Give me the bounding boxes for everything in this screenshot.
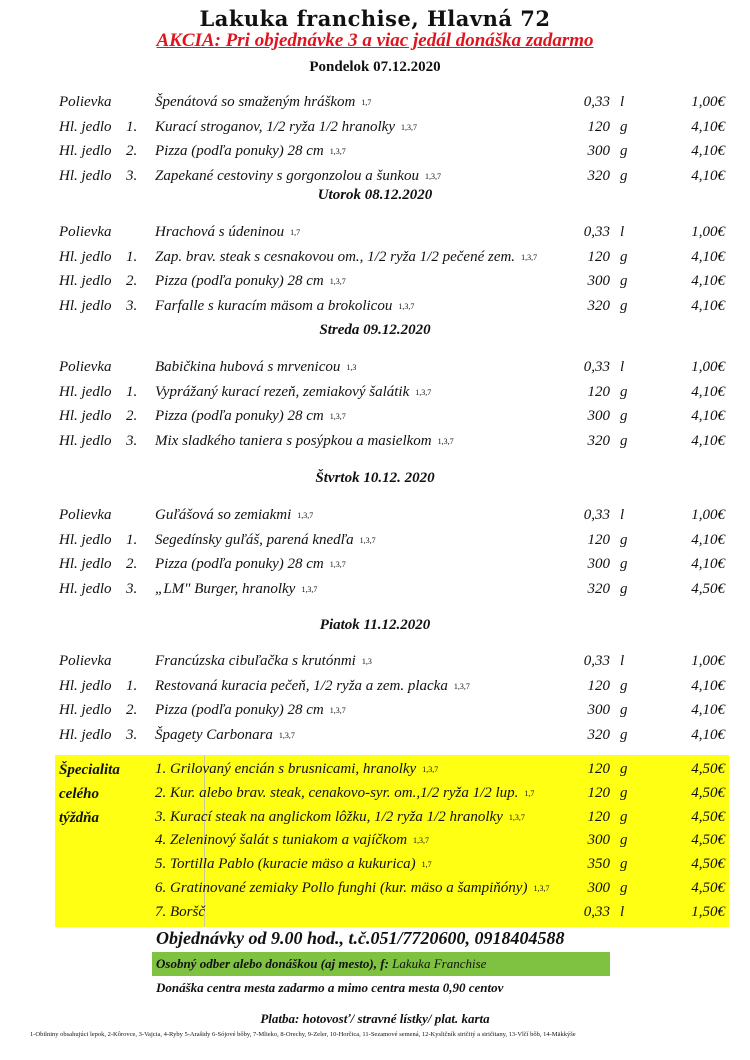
special-row	[0, 901, 750, 923]
dish-number: 1.	[126, 383, 138, 400]
dish-text: Restovaná kuracia pečeň, 1/2 ryža a zem. placka	[155, 677, 448, 694]
dish-category: Hl. jedlo	[59, 432, 112, 449]
dish-number: 1.	[126, 118, 138, 135]
portion-size: 0,33	[583, 224, 610, 240]
dish-price: 4,10€	[691, 118, 725, 135]
dish-category: Hl. jedlo	[59, 408, 112, 424]
pickup-banner	[152, 952, 610, 976]
portion-unit: g	[620, 297, 628, 314]
dish-price: 4,10€	[691, 408, 725, 424]
promo-banner: AKCIA: Pri objednávke 3 a viac jedál donáška zadarmo	[156, 30, 594, 51]
dish-text: Pizza (podľa ponuky) 28 cm	[155, 702, 324, 718]
portion-size: 120	[587, 761, 610, 777]
portion-size: 320	[587, 432, 610, 449]
dish-text: Guľášová so zemiakmi	[155, 507, 292, 523]
dish-name	[155, 116, 417, 139]
dish-price: 4,10€	[691, 273, 725, 289]
allergen-codes: 1,3,7	[401, 122, 417, 132]
portion-unit: g	[620, 408, 628, 424]
dish-price: 4,10€	[691, 383, 725, 400]
portion-size: 0,33	[583, 653, 610, 669]
dish-name	[155, 699, 346, 722]
specials-label: celého	[59, 785, 99, 802]
dish-name	[155, 724, 295, 747]
portion-unit: g	[620, 580, 628, 597]
dish-price: 1,00€	[691, 653, 725, 669]
special-row	[0, 758, 750, 780]
dish-name	[155, 221, 300, 244]
specials-label: Špecialita	[59, 762, 120, 778]
dish-name	[155, 553, 346, 576]
special-row	[0, 782, 750, 804]
portion-size: 300	[587, 880, 610, 896]
special-dish	[155, 853, 432, 876]
dish-text: Pizza (podľa ponuky) 28 cm	[155, 408, 324, 424]
dish-number: 1.	[126, 677, 138, 694]
dish-category: Hl. jedlo	[59, 143, 112, 159]
portion-unit: l	[620, 359, 625, 375]
portion-unit: l	[620, 94, 625, 110]
dish-price: 4,10€	[691, 432, 725, 449]
portion-size: 320	[587, 580, 610, 597]
dish-text: Pizza (podľa ponuky) 28 cm	[155, 556, 324, 572]
portion-unit: l	[620, 507, 625, 523]
allergen-codes: 1,7	[290, 228, 301, 237]
dish-name	[155, 430, 454, 453]
dish-text: Pizza (podľa ponuky) 28 cm	[155, 273, 324, 289]
allergen-codes: 1,3,7	[521, 252, 538, 262]
portion-size: 300	[587, 273, 610, 289]
dish-category: Hl. jedlo	[59, 702, 112, 718]
allergen-codes: 1,3,7	[301, 584, 318, 594]
dish-price: 1,00€	[691, 94, 725, 110]
portion-unit: g	[620, 118, 628, 135]
dish-name	[155, 381, 431, 404]
portion-unit: g	[620, 383, 628, 400]
portion-size: 300	[587, 832, 610, 849]
special-row	[0, 877, 750, 899]
special-dish	[155, 758, 438, 781]
menu-row	[0, 675, 750, 697]
menu-row	[0, 295, 750, 317]
dish-text: Zapekané cestoviny s gorgonzolou a šunkou	[155, 167, 419, 184]
allergen-codes: 1,7	[361, 98, 372, 107]
order-phone-info: Objednávky od 9.00 hod., t.č.051/7720600, 0918404588	[156, 928, 565, 948]
portion-unit: g	[620, 531, 628, 548]
portion-size: 320	[587, 726, 610, 743]
menu-row	[0, 699, 750, 721]
allergen-codes: 1,3,7	[508, 812, 525, 822]
dish-text: Babičkina hubová s mrvenicou	[155, 359, 341, 375]
allergen-codes: 1,3,7	[329, 277, 346, 286]
dish-text: Francúzska cibuľačka s krutónmi	[155, 653, 356, 669]
dish-category: Polievka	[59, 507, 112, 523]
dish-price: 4,10€	[691, 702, 725, 718]
portion-size: 0,33	[583, 94, 610, 110]
portion-unit: g	[620, 432, 628, 449]
special-dish	[155, 806, 525, 829]
portion-size: 320	[587, 167, 610, 184]
allergen-codes: 1,3	[346, 363, 357, 372]
pickup-text: Osobný odber alebo donáškou (aj mesto), f:	[156, 956, 389, 971]
allergen-codes: 1,3,7	[413, 836, 430, 846]
dish-category: Hl. jedlo	[59, 383, 112, 400]
dish-name	[155, 165, 441, 188]
dish-category: Hl. jedlo	[59, 531, 112, 548]
dish-name	[155, 295, 414, 318]
portion-size: 120	[587, 784, 610, 801]
dish-price: 4,10€	[691, 143, 725, 159]
portion-unit: g	[620, 143, 628, 159]
dish-name	[155, 270, 346, 293]
menu-row	[0, 91, 750, 113]
dish-name	[155, 405, 346, 428]
allergen-codes: 1,3,7	[297, 511, 314, 520]
menu-row	[0, 430, 750, 452]
special-text: 2. Kur. alebo brav. steak, cenakovo-syr. om.,1/2 ryža 1/2 lup.	[155, 784, 519, 801]
menu-row	[0, 724, 750, 746]
dish-price: 4,10€	[691, 531, 725, 548]
special-row	[0, 829, 750, 851]
special-dish	[155, 782, 534, 805]
allergen-codes: 1,7	[524, 788, 535, 798]
allergen-codes: 1,3,7	[437, 436, 454, 446]
portion-unit: g	[620, 167, 628, 184]
day-header: Piatok 11.12.2020	[319, 617, 431, 633]
dish-name	[155, 675, 470, 698]
menu-row	[0, 504, 750, 526]
dish-price: 4,10€	[691, 726, 725, 743]
dish-number: 1.	[126, 531, 138, 548]
special-dish	[155, 877, 549, 900]
allergen-legend: 1-Obilniny obsahujúci lepok, 2-Kôrovce, 3-Vajcia, 4-Ryby 5-Arašidy 6-Sójové bôby, 7-Mlieko, 8-Orechy, 9-Zeler, 10-Horčica, 11-Sezamové semená, 12-Kysličník siričitý a siričitany, 13-Vlčí bôb, 14-Mäkkýše	[30, 1031, 576, 1038]
dish-number: 2.	[126, 273, 138, 289]
dish-name	[155, 650, 372, 673]
portion-unit: g	[620, 677, 628, 694]
dish-number: 3.	[126, 432, 138, 449]
portion-size: 0,33	[583, 359, 610, 375]
dish-price: 4,10€	[691, 167, 725, 184]
dish-number: 1.	[126, 248, 138, 265]
allergen-codes: 1,3,7	[329, 706, 346, 715]
specials-label: týždňa	[59, 809, 100, 826]
special-price: 4,50€	[691, 880, 725, 896]
dish-text: Segedínsky guľáš, parená knedľa	[155, 531, 354, 548]
dish-text: Pizza (podľa ponuky) 28 cm	[155, 143, 324, 159]
dish-text: Zap. brav. steak s cesnakovou om., 1/2 ryža 1/2 pečené zem.	[155, 248, 516, 265]
special-row	[0, 806, 750, 828]
special-text: 3. Kurací steak na anglickom lôžku, 1/2 ryža 1/2 hranolky	[155, 808, 503, 825]
portion-unit: g	[620, 856, 628, 873]
special-price: 4,50€	[691, 761, 725, 777]
menu-row	[0, 140, 750, 162]
portion-unit: l	[620, 653, 625, 669]
menu-row	[0, 356, 750, 378]
payment-info: Platba: hotovosť/ stravné lístky/ plat. karta	[260, 1011, 490, 1026]
menu-row	[0, 405, 750, 427]
menu-row	[0, 165, 750, 187]
allergen-codes: 1,7	[421, 860, 432, 870]
allergen-codes: 1,3,7	[415, 387, 432, 397]
dish-price: 4,50€	[691, 580, 725, 597]
dish-category: Hl. jedlo	[59, 118, 112, 135]
portion-size: 300	[587, 702, 610, 718]
special-price: 4,50€	[691, 856, 725, 873]
portion-size: 120	[587, 808, 610, 825]
day-header: Pondelok 07.12.2020	[309, 59, 441, 75]
menu-row	[0, 381, 750, 403]
allergen-codes: 1,3,7	[278, 730, 295, 740]
dish-name	[155, 91, 371, 114]
dish-text: Kurací stroganov, 1/2 ryža 1/2 hranolky	[155, 118, 395, 135]
special-row	[0, 853, 750, 875]
allergen-codes: 1,3,7	[398, 301, 415, 311]
portion-unit: g	[620, 880, 628, 896]
special-text: 7. Boršč	[155, 903, 205, 920]
portion-size: 120	[587, 248, 610, 265]
special-text: 5. Tortilla Pablo (kuracie mäso a kukurica)	[155, 856, 416, 873]
dish-category: Hl. jedlo	[59, 248, 112, 265]
day-header: Streda 09.12.2020	[319, 322, 431, 338]
menu-row	[0, 650, 750, 672]
dish-number: 2.	[126, 702, 138, 718]
dish-category: Hl. jedlo	[59, 726, 112, 743]
portion-unit: g	[620, 556, 628, 572]
allergen-codes: 1,3,7	[533, 884, 550, 893]
portion-unit: l	[620, 224, 625, 240]
dish-category: Polievka	[59, 94, 112, 110]
dish-category: Hl. jedlo	[59, 297, 112, 314]
dish-category: Hl. jedlo	[59, 167, 112, 184]
allergen-codes: 1,3,7	[329, 147, 346, 156]
menu-row	[0, 270, 750, 292]
portion-unit: g	[620, 273, 628, 289]
restaurant-title: Lakuka franchise, Hlavná 72	[199, 6, 551, 31]
portion-size: 300	[587, 556, 610, 572]
menu-row	[0, 116, 750, 138]
portion-size: 300	[587, 143, 610, 159]
portion-unit: g	[620, 832, 628, 849]
special-price: 4,50€	[691, 808, 725, 825]
special-dish	[155, 901, 211, 924]
portion-size: 120	[587, 118, 610, 135]
dish-name	[155, 529, 376, 552]
dish-number: 3.	[126, 297, 138, 314]
day-header: Utorok 08.12.2020	[317, 187, 433, 203]
dish-text: Vyprážaný kurací rezeň, zemiakový šalátik	[155, 383, 410, 400]
special-price: 4,50€	[691, 832, 725, 849]
portion-size: 0,33	[583, 507, 610, 523]
pickup-brand: Lakuka Franchise	[392, 956, 487, 971]
dish-text: Hrachová s údeninou	[155, 224, 285, 240]
portion-size: 120	[587, 531, 610, 548]
dish-price: 4,10€	[691, 556, 725, 572]
portion-unit: g	[620, 784, 628, 801]
allergen-codes: 1,3,7	[329, 412, 346, 421]
allergen-codes: 1,3,7	[329, 560, 346, 569]
dish-number: 2.	[126, 143, 138, 159]
dish-text: Špenátová so smaženým hráškom	[155, 94, 356, 110]
special-text: 4. Zeleninový šalát s tuniakom a vajíčkom	[155, 832, 408, 849]
dish-category: Polievka	[59, 224, 112, 240]
dish-category: Hl. jedlo	[59, 556, 112, 572]
special-dish	[155, 829, 429, 852]
portion-size: 120	[587, 383, 610, 400]
dish-price: 1,00€	[691, 359, 725, 375]
allergen-codes: 1,3,7	[359, 535, 376, 545]
portion-unit: g	[620, 702, 628, 718]
dish-price: 4,10€	[691, 248, 725, 265]
dish-text: Mix sladkého taniera s posýpkou a masielkom	[155, 432, 432, 449]
dish-price: 1,00€	[691, 507, 725, 523]
dish-number: 3.	[126, 580, 138, 597]
special-price: 1,50€	[691, 903, 725, 920]
menu-row	[0, 246, 750, 268]
allergen-codes: 1,3	[361, 657, 372, 666]
dish-category: Hl. jedlo	[59, 273, 112, 289]
dish-number: 2.	[126, 556, 138, 572]
day-header: Štvrtok 10.12. 2020	[315, 470, 435, 486]
dish-name	[155, 356, 356, 379]
portion-unit: g	[620, 248, 628, 265]
portion-unit: g	[620, 808, 628, 825]
portion-size: 300	[587, 408, 610, 424]
dish-text: Špagety Carbonara	[155, 726, 273, 743]
allergen-codes: 1,3,7	[453, 681, 470, 691]
portion-unit: g	[620, 761, 628, 777]
dish-category: Polievka	[59, 653, 112, 669]
dish-number: 2.	[126, 408, 138, 424]
menu-row	[0, 529, 750, 551]
portion-size: 0,33	[583, 903, 610, 920]
portion-size: 350	[587, 856, 610, 873]
special-price: 4,50€	[691, 784, 725, 801]
allergen-codes: 1,3,7	[422, 765, 439, 774]
special-text: 1. Grilovaný encián s brusnicami, hranolky	[155, 761, 417, 777]
dish-text: „LM" Burger, hranolky	[155, 580, 296, 597]
dish-price: 4,10€	[691, 297, 725, 314]
portion-unit: g	[620, 726, 628, 743]
portion-unit: l	[620, 903, 625, 920]
dish-number: 3.	[126, 726, 138, 743]
dish-name	[155, 246, 537, 269]
dish-name	[155, 578, 317, 601]
dish-price: 4,10€	[691, 677, 725, 694]
menu-row	[0, 553, 750, 575]
portion-size: 120	[587, 677, 610, 694]
dish-category: Hl. jedlo	[59, 677, 112, 694]
dish-category: Polievka	[59, 359, 112, 375]
dish-name	[155, 140, 346, 163]
allergen-codes: 1,3,7	[425, 171, 441, 181]
dish-category: Hl. jedlo	[59, 580, 112, 597]
dish-price: 1,00€	[691, 224, 725, 240]
dish-name	[155, 504, 313, 527]
dish-text: Farfalle s kuracím mäsom a brokolicou	[155, 297, 393, 314]
delivery-info: Donáška centra mesta zadarmo a mimo centra mesta 0,90 centov	[156, 980, 504, 995]
dish-number: 3.	[126, 167, 138, 184]
menu-row	[0, 578, 750, 600]
special-text: 6. Gratinované zemiaky Pollo funghi (kur. mäso a šampiňóny)	[155, 880, 528, 896]
portion-size: 320	[587, 297, 610, 314]
menu-row	[0, 221, 750, 243]
